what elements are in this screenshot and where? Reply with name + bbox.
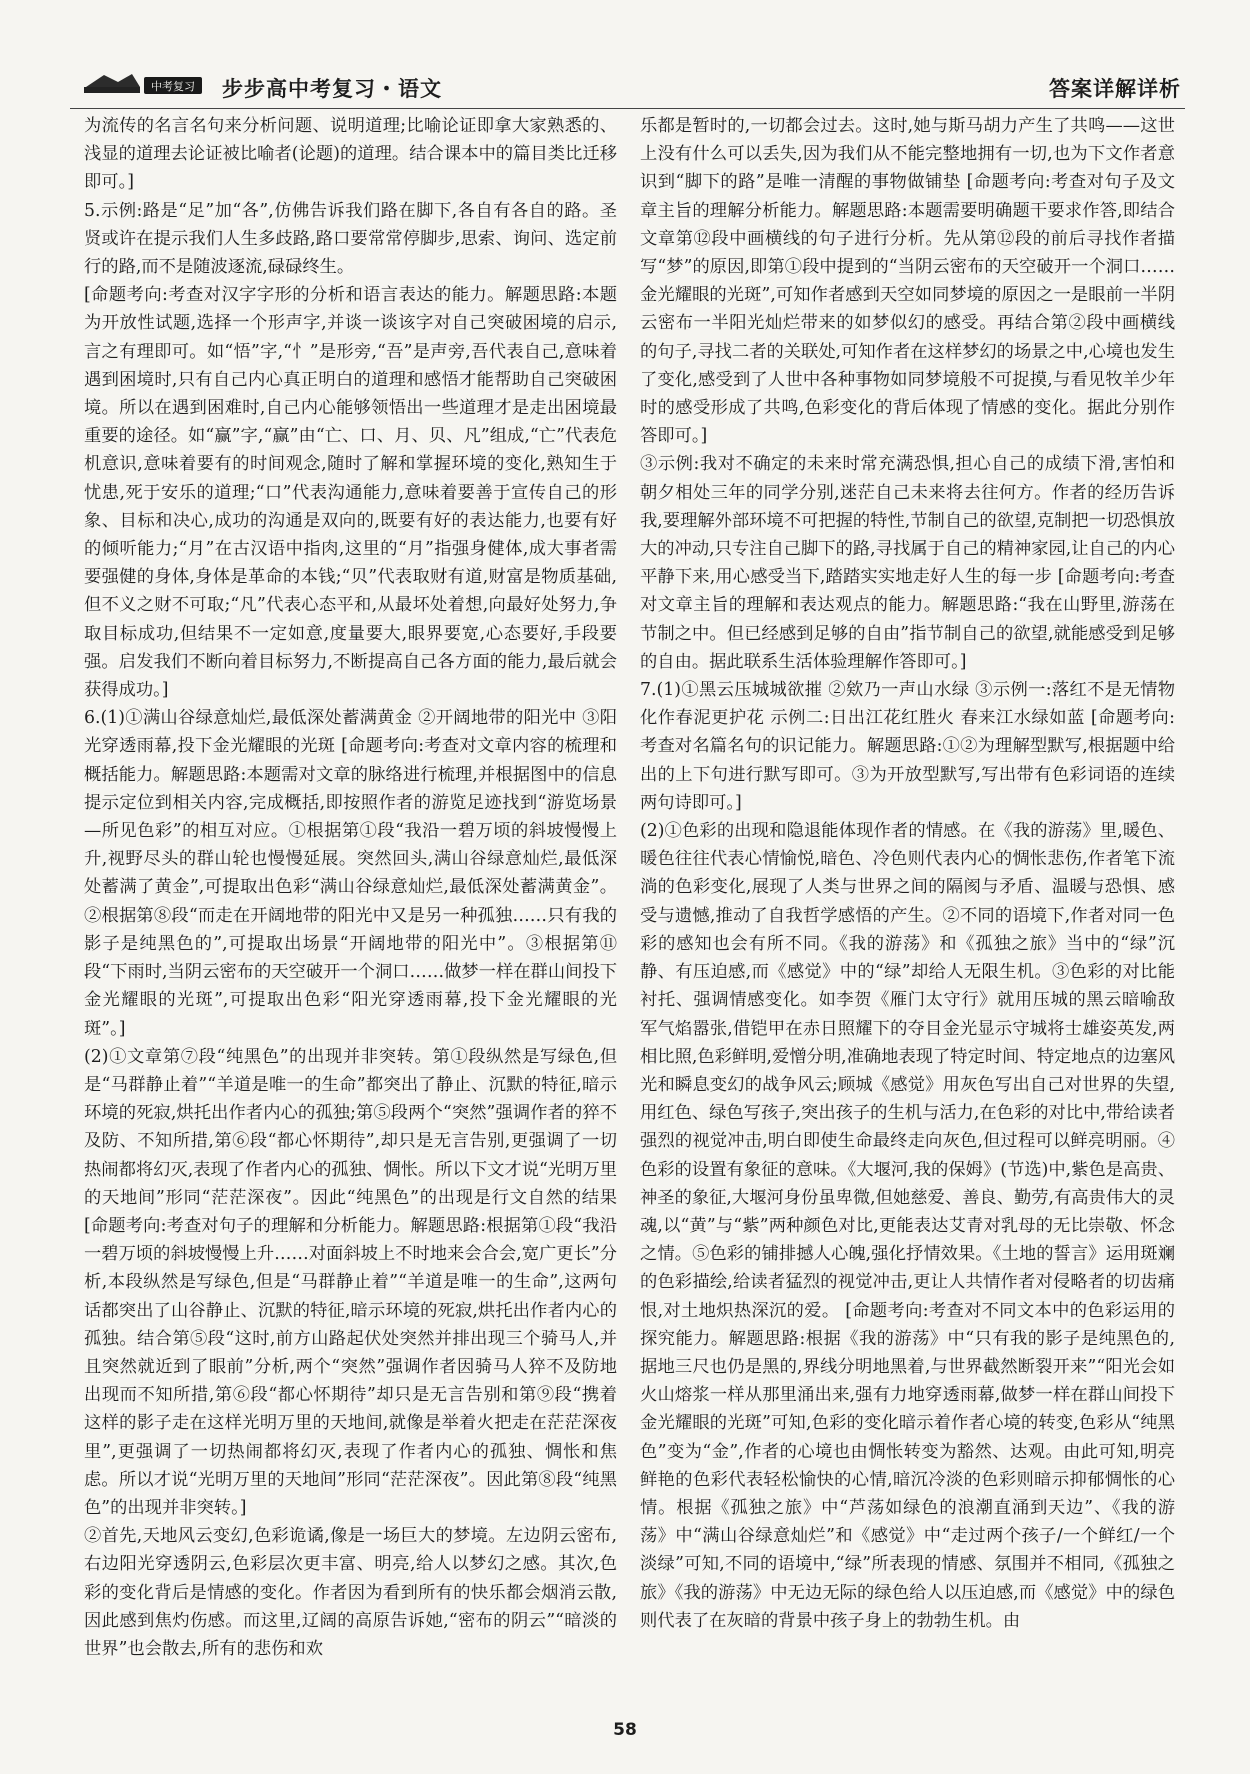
page-number: 58: [613, 1720, 637, 1740]
paragraph: 乐都是暂时的,一切都会过去。这时,她与斯马胡力产生了共鸣——这世上没有什么可以丢失,因为我们从不能完整地拥有一切,也为下文作者意识到“脚下的路”是唯一清醒的事物做铺垫 [命题考向:考查对句子及文章主旨的理解分析能力。解题思路:本题需要明确题干要求作答,即结合文章第⑫段中画横线的句子进行分析。先从第⑫段的前后寻找作者描写“梦”的原因,即第①段中提到的“当阴云密布的天空破开一个洞口……金光耀眼的光斑”,可知作者感到天空如同梦境的原因之一是眼前一半阴云密布一半阳光灿烂带来的如梦似幻的感受。再结合第②段中画横线的句子,寻找二者的关联处,可知作者在这样梦幻的场景之中,心境也发生了变化,感受到了人世中各种事物如同梦境般不可捉摸,与看见牧羊少年时的感受形成了共鸣,色彩变化的背后体现了情感的变化。据此分别作答即可。]: [640, 116, 1175, 447]
right-column: [640, 112, 1175, 1635]
paragraph: 6.(1)①满山谷绿意灿烂,最低深处蓄满黄金 ②开阔地带的阳光中 ③阳光穿透雨幕,投下金光耀眼的光斑 [命题考向:考查对文章内容的梳理和概括能力。解题思路:本题需对文章的脉络进行梳理,并根据图中的信息提示定位到相关内容,完成概括,即按照作者的游览足迹找到“游览场景—所见色彩”的相互对应。①根据第①段“我沿一碧万顷的斜坡慢慢上升,视野尽头的群山轮也慢慢延展。突然回头,满山谷绿意灿烂,最低深处蓄满了黄金”,可提取出色彩“满山谷绿意灿烂,最低深处蓄满黄金”。②根据第⑧段“而走在开阔地带的阳光中又是另一种孤独……只有我的影子是纯黑色的”,可提取出场景“开阔地带的阳光中”。③根据第⑪段“下雨时,当阴云密布的天空破开一个洞口……做梦一样在群山间投下金光耀眼的光斑”,可提取出色彩“阳光穿透雨幕,投下金光耀眼的光斑”。]: [84, 708, 617, 1039]
paragraph: 为流传的名言名句来分析问题、说明道理;比喻论证即拿大家熟悉的、浅显的道理去论证被比喻者(论题)的道理。结合课本中的篇目类比迁移即可。]: [84, 116, 617, 193]
page-header: [70, 62, 1185, 109]
section-title: 答案详解详析: [1049, 76, 1181, 101]
paragraph: 7.(1)①黑云压城城欲摧 ②欸乃一声山水绿 ③示例一:落红不是无情物 化作春泥更护花 示例二:日出江花红胜火 春来江水绿如蓝 [命题考向:考查对名篇名句的识记能力。解题思路:①②为理解型默写,根据题中给出的上下句进行默写即可。③为开放型默写,写出带有色彩词语的连续两句诗即可。]: [640, 680, 1175, 813]
svg-text:中考复习: 中考复习: [151, 80, 195, 93]
book-title: 步步高中考复习・语文: [222, 76, 442, 101]
paragraph: (2)①文章第⑦段“纯黑色”的出现并非突转。第①段纵然是写绿色,但是“马群静止着”“羊道是唯一的生命”都突出了静止、沉默的特征,暗示环境的死寂,烘托出作者内心的孤独;第⑤段两个“突然”强调作者的猝不及防、不知所措,第⑥段“都心怀期待”,却只是无言告别,更强调了一切热闹都将幻灭,表现了作者内心的孤独、惆怅。所以下文才说“光明万里的天地间”形同“茫茫深夜”。因此“纯黑色”的出现是行文自然的结果 [命题考向:考查对句子的理解和分析能力。解题思路:根据第①段“我沿一碧万顷的斜坡慢慢上升……对面斜坡上不时地来会合会,宽广更长”分析,本段纵然是写绿色,但是“马群静止着”“羊道是唯一的生命”,这两句话都突出了山谷静止、沉默的特征,暗示环境的死寂,烘托出作者内心的孤独。结合第⑤段“这时,前方山路起伏处突然并排出现三个骑马人,并且突然就近到了眼前”分析,两个“突然”强调作者因骑马人猝不及防地出现而不知所措,第⑥段“都心怀期待”却只是无言告别和第⑨段“携着这样的影子走在这样光明万里的天地间,就像是举着火把走在茫茫深夜里”,更强调了一切热闹都将幻灭,表现了作者内心的孤独、惆怅和焦虑。所以才说“光明万里的天地间”形同“茫茫深夜”。因此第⑧段“纯黑色”的出现并非突转。]: [84, 1046, 617, 1518]
paragraph: 5.示例:路是“足”加“各”,仿佛告诉我们路在脚下,各自有各自的路。圣贤或许在提示我们人生多歧路,路口要常常停脚步,思索、询问、选定前行的路,而不是随波逐流,碌碌终生。: [84, 200, 617, 278]
paragraph: ③示例:我对不确定的未来时常充满恐惧,担心自己的成绩下滑,害怕和朝夕相处三年的同学分别,迷茫自己未来将去往何方。作者的经历告诉我,要理解外部环境不可把握的特性,节制自己的欲望,克制把一切恐惧放大的冲动,只专注自己脚下的路,寻找属于自己的精神家园,让自己的内心平静下来,用心感受当下,踏踏实实地走好人生的每一步 [命题考向:考查对文章主旨的理解和表达观点的能力。解题思路:“我在山野里,游荡在节制之中。但已经感到足够的自由”指节制自己的欲望,就能感受到足够的自由。据此联系生活体验理解作答即可。]: [640, 454, 1175, 672]
paragraph: [命题考向:考查对汉字字形的分析和语言表达的能力。解题思路:本题为开放性试题,选择一个形声字,并谈一谈该字对自己突破困境的启示,言之有理即可。如“悟”字,“忄”是形旁,“吾”是声旁,吾代表自己,意味着遇到困境时,只有自己内心真正明白的道理和感悟才能帮助自己突破困境。所以在遇到困难时,自己内心能够领悟出一些道理才是走出困境最重要的途径。如“赢”字,“赢”由“亡、口、月、贝、凡”组成,“亡”代表危机意识,意味着要有的时间观念,随时了解和掌握环境的变化,熟知生于忧患,死于安乐的道理;“口”代表沟通能力,意味着要善于宣传自己的形象、目标和决心,成功的沟通是双向的,既要有好的表达能力,也要有好的倾听能力;“月”在古汉语中指肉,这里的“月”指强身健体,成大事者需要强健的身体,身体是革命的本钱;“贝”代表取财有道,财富是物质基础,但不义之财不可取;“凡”代表心态平和,从最坏处着想,向最好处努力,争取目标成功,但结果不一定如意,度量要大,眼界要宽,心态要好,手段要强。启发我们不断向着目标努力,不断提高自己各方面的能力,最后就会获得成功。]: [84, 285, 617, 701]
left-column: [84, 112, 617, 1663]
brand-logo: [84, 70, 204, 100]
paragraph: ②首先,天地风云变幻,色彩诡谲,像是一场巨大的梦境。左边阴云密布,右边阳光穿透阴云,色彩层次更丰富、明亮,给人以梦幻之感。其次,色彩的变化背后是情感的变化。作者因为看到所有的快乐都会烟消云散,因此感到焦灼伤感。而这里,辽阔的高原告诉她,“密布的阴云”“暗淡的世界”也会散去,所有的悲伤和欢: [84, 1526, 617, 1659]
paragraph: (2)①色彩的出现和隐退能体现作者的情感。在《我的游荡》里,暖色、暖色往往代表心情愉悦,暗色、冷色则代表内心的惆怅悲伤,作者笔下流淌的色彩变化,展现了人类与世界之间的隔阂与矛盾、温暖与恐惧、感受与遗憾,推动了自我哲学感悟的产生。②不同的语境下,作者对同一色彩的感知也会有所不同。《我的游荡》和《孤独之旅》当中的“绿”沉静、有压迫感,而《感觉》中的“绿”却给人无限生机。③色彩的对比能衬托、强调情感变化。如李贺《雁门太守行》就用压城的黑云暗喻敌军气焰嚣张,借铠甲在赤日照耀下的夺目金光显示守城将士雄姿英发,两相比照,色彩鲜明,爱憎分明,准确地表现了特定时间、特定地点的边塞风光和瞬息变幻的战争风云;顾城《感觉》用灰色写出自己对世界的失望,用红色、绿色写孩子,突出孩子的生机与活力,在色彩的对比中,带给读者强烈的视觉冲击,明白即使生命最终走向灰色,但过程可以鲜亮明丽。④色彩的设置有象征的意味。《大堰河,我的保姆》(节选)中,紫色是高贵、神圣的象征,大堰河身份虽卑微,但她慈爱、善良、勤劳,有高贵伟大的灵魂,以“黄”与“紫”两种颜色对比,更能表达艾青对乳母的无比崇敬、怀念之情。⑤色彩的铺排撼人心魄,强化抒情效果。《土地的誓言》运用斑斓的色彩描绘,给读者猛烈的视觉冲击,更让人共情作者对侵略者的切齿痛恨,对土地炽热深沉的爱。 [命题考向:考查对不同文本中的色彩运用的探究能力。解题思路:根据《我的游荡》中“只有我的影子是纯黑色的,据地三尺也仍是黑的,界线分明地黑着,与世界截然断裂开来”“阳光会如火山熔浆一样从那里涌出来,强有力地穿透雨幕,做梦一样在群山间投下金光耀眼的光斑”可知,色彩的变化暗示着作者心境的转变,色彩从“纯黑色”变为“金”,作者的心境也由惆怅转变为豁然、达观。由此可知,明亮鲜艳的色彩代表轻松愉快的心情,暗沉冷淡的色彩则暗示抑郁惆怅的心情。根据《孤独之旅》中“芦荡如绿色的浪潮直涌到天边”、《我的游荡》中“满山谷绿意灿烂”和《感觉》中“走过两个孩子/一个鲜红/一个淡绿”可知,不同的语境中,“绿”所表现的情感、氛围并不相同,《孤独之旅》《我的游荡》中无边无际的绿色给人以压迫感,而《感觉》中的绿色则代表了在灰暗的背景中孩子身上的勃勃生机。由: [640, 821, 1175, 1631]
